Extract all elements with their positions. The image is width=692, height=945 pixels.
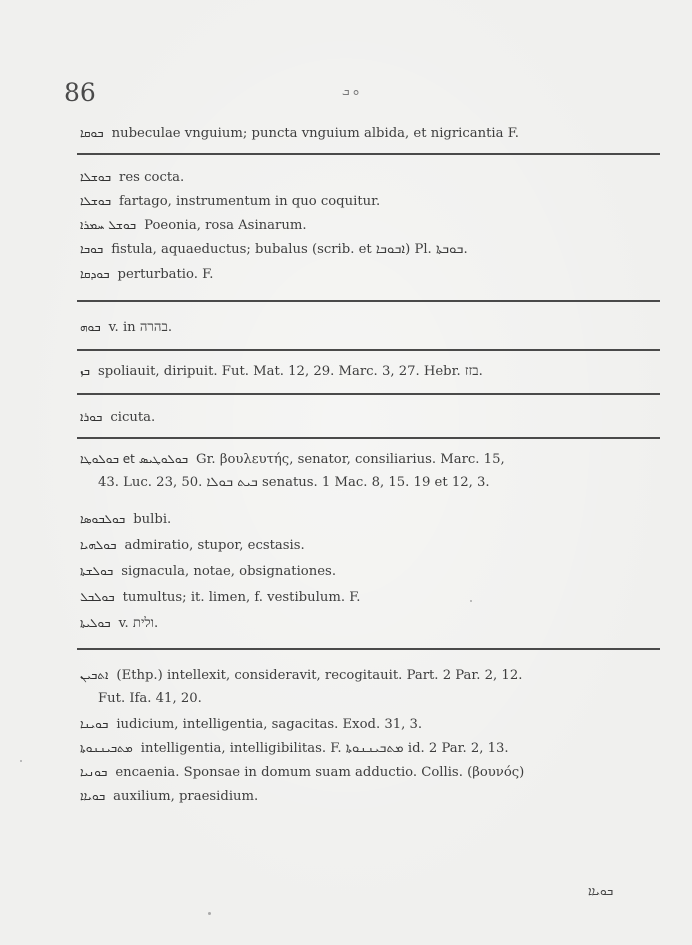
entry-text: (Ethp.) intellexit, consideravit, recogitauit. Part. 2 Par. 2, 12. xyxy=(116,668,523,683)
syriac-headword: ܒܘܪܐ xyxy=(80,410,103,424)
syriac-headword: ܒܙ xyxy=(80,364,90,378)
page-number: 86 xyxy=(64,78,96,107)
entry-7 xyxy=(80,318,660,337)
running-head: ܘ ܒ xyxy=(342,85,360,98)
catchword: ܒܘܝܐܐ xyxy=(588,884,614,898)
entry-12 xyxy=(80,536,660,555)
paper-speck xyxy=(470,600,472,602)
entry-3 xyxy=(80,192,660,211)
entry-text: spoliauit, diripuit. Fut. Mat. 12, 29. Marc. 3, 27. Hebr. בזז. xyxy=(97,364,483,379)
entry-4 xyxy=(80,216,660,235)
entry-1 xyxy=(80,124,660,143)
entry-text: intelligentia, intelligibilitas. F. ܡܬܒܝܢܢܘܬܐ id. 2 Par. 2, 13. xyxy=(140,741,509,756)
entry-text: v. ולית. xyxy=(118,616,159,631)
entry-text: bulbi. xyxy=(133,512,172,527)
syriac-headword: ܒܘܗ xyxy=(80,320,101,334)
syriac-headword: ܒܘܠܘܛܐ et ܒܘܠܘܛܝܣ xyxy=(80,452,189,466)
syriac-headword: ܒܘܝܐܐ xyxy=(80,789,106,803)
entry-text: admiratio, stupor, ecstasis. xyxy=(124,538,305,553)
divider-1 xyxy=(77,153,660,155)
paper-speck xyxy=(208,912,211,915)
syriac-headword: ܒܘܫܠܐ xyxy=(80,194,112,208)
entry-text: v. in בהרה. xyxy=(108,320,173,335)
entry-18 xyxy=(80,739,660,758)
entry-text: iudicium, intelligentia, sagacitas. Exod. 31, 3. xyxy=(116,717,423,732)
syriac-headword: ܒܘܝܢܐ xyxy=(80,717,109,731)
syriac-headword: ܒܘܢܝܐ xyxy=(80,765,108,779)
entry-19 xyxy=(80,763,660,782)
syriac-headword: ܒܘܠܒܠ xyxy=(80,590,115,604)
divider-2 xyxy=(77,300,660,302)
entry-10-continued: 43. Luc. 23, 50. ܒܝܬ ܒܘܠܐ senatus. 1 Mac. 8, 15. 19 et 12, 3. xyxy=(98,475,490,490)
syriac-headword: ܒܘܫܠ ܚܡܪܐ xyxy=(80,218,137,232)
entry-8 xyxy=(80,362,660,381)
entry-text: tumultus; it. limen, f. vestibulum. F. xyxy=(122,590,361,605)
syriac-headword: ܒܘܒܐ xyxy=(80,242,104,256)
entry-text: perturbatio. F. xyxy=(117,267,214,282)
entry-9 xyxy=(80,408,660,427)
syriac-headword: ܡܬܒܝܢܢܘܬܐ xyxy=(80,741,133,755)
entry-5 xyxy=(80,240,660,259)
divider-3 xyxy=(77,349,660,351)
syriac-headword: ܒܘܠܒܘܣܐ xyxy=(80,512,126,526)
entry-17 xyxy=(80,715,660,734)
paper-speck xyxy=(20,760,22,762)
entry-20 xyxy=(80,787,660,806)
syriac-headword: ܒܘܕܩܐ xyxy=(80,267,110,281)
entry-16-continued: Fut. Ifa. 41, 20. xyxy=(98,691,202,706)
syriac-headword: ܒܘܠܫܬܐ xyxy=(80,564,114,578)
entry-14 xyxy=(80,588,660,607)
syriac-headword: ܒܘܫܠܐ xyxy=(80,170,112,184)
divider-5 xyxy=(77,437,660,439)
syriac-headword: ܒܘܠܝܬܐ xyxy=(80,616,111,630)
entry-text: encaenia. Sponsae in domum suam adductio. Collis. (βουνός) xyxy=(115,765,525,780)
entry-text: signacula, notae, obsignationes. xyxy=(121,564,337,579)
syriac-headword: ܒܘܩܐ xyxy=(80,126,104,140)
entry-text: fistula, aquaeductus; bubalus (scrib. et ܐܒܘܒܐ) Pl. ܒܘܒܬܐ. xyxy=(111,242,468,257)
entry-text: Poeonia, rosa Asinarum. xyxy=(144,218,307,233)
entry-16 xyxy=(80,666,660,685)
entry-15 xyxy=(80,614,660,633)
entry-11 xyxy=(80,510,660,529)
entry-text: fartago, instrumentum in quo coquitur. xyxy=(119,194,381,209)
syriac-headword: ܒܘܠܗܝܐ xyxy=(80,538,117,552)
entry-13 xyxy=(80,562,660,581)
entry-text: cicuta. xyxy=(110,410,156,425)
divider-4 xyxy=(77,393,660,395)
entry-6 xyxy=(80,265,660,284)
entry-2 xyxy=(80,168,660,187)
syriac-headword: ܐܬܒܝܢ xyxy=(80,668,109,682)
entry-text: res cocta. xyxy=(119,170,185,185)
entry-text: auxilium, praesidium. xyxy=(113,789,259,804)
entry-text: nubeculae vnguium; puncta vnguium albida, et nigricantia F. xyxy=(111,126,519,141)
entry-10 xyxy=(80,450,660,469)
divider-6 xyxy=(77,648,660,650)
entry-text: Gr. βουλευτής, senator, consiliarius. Marc. 15, xyxy=(196,452,505,467)
